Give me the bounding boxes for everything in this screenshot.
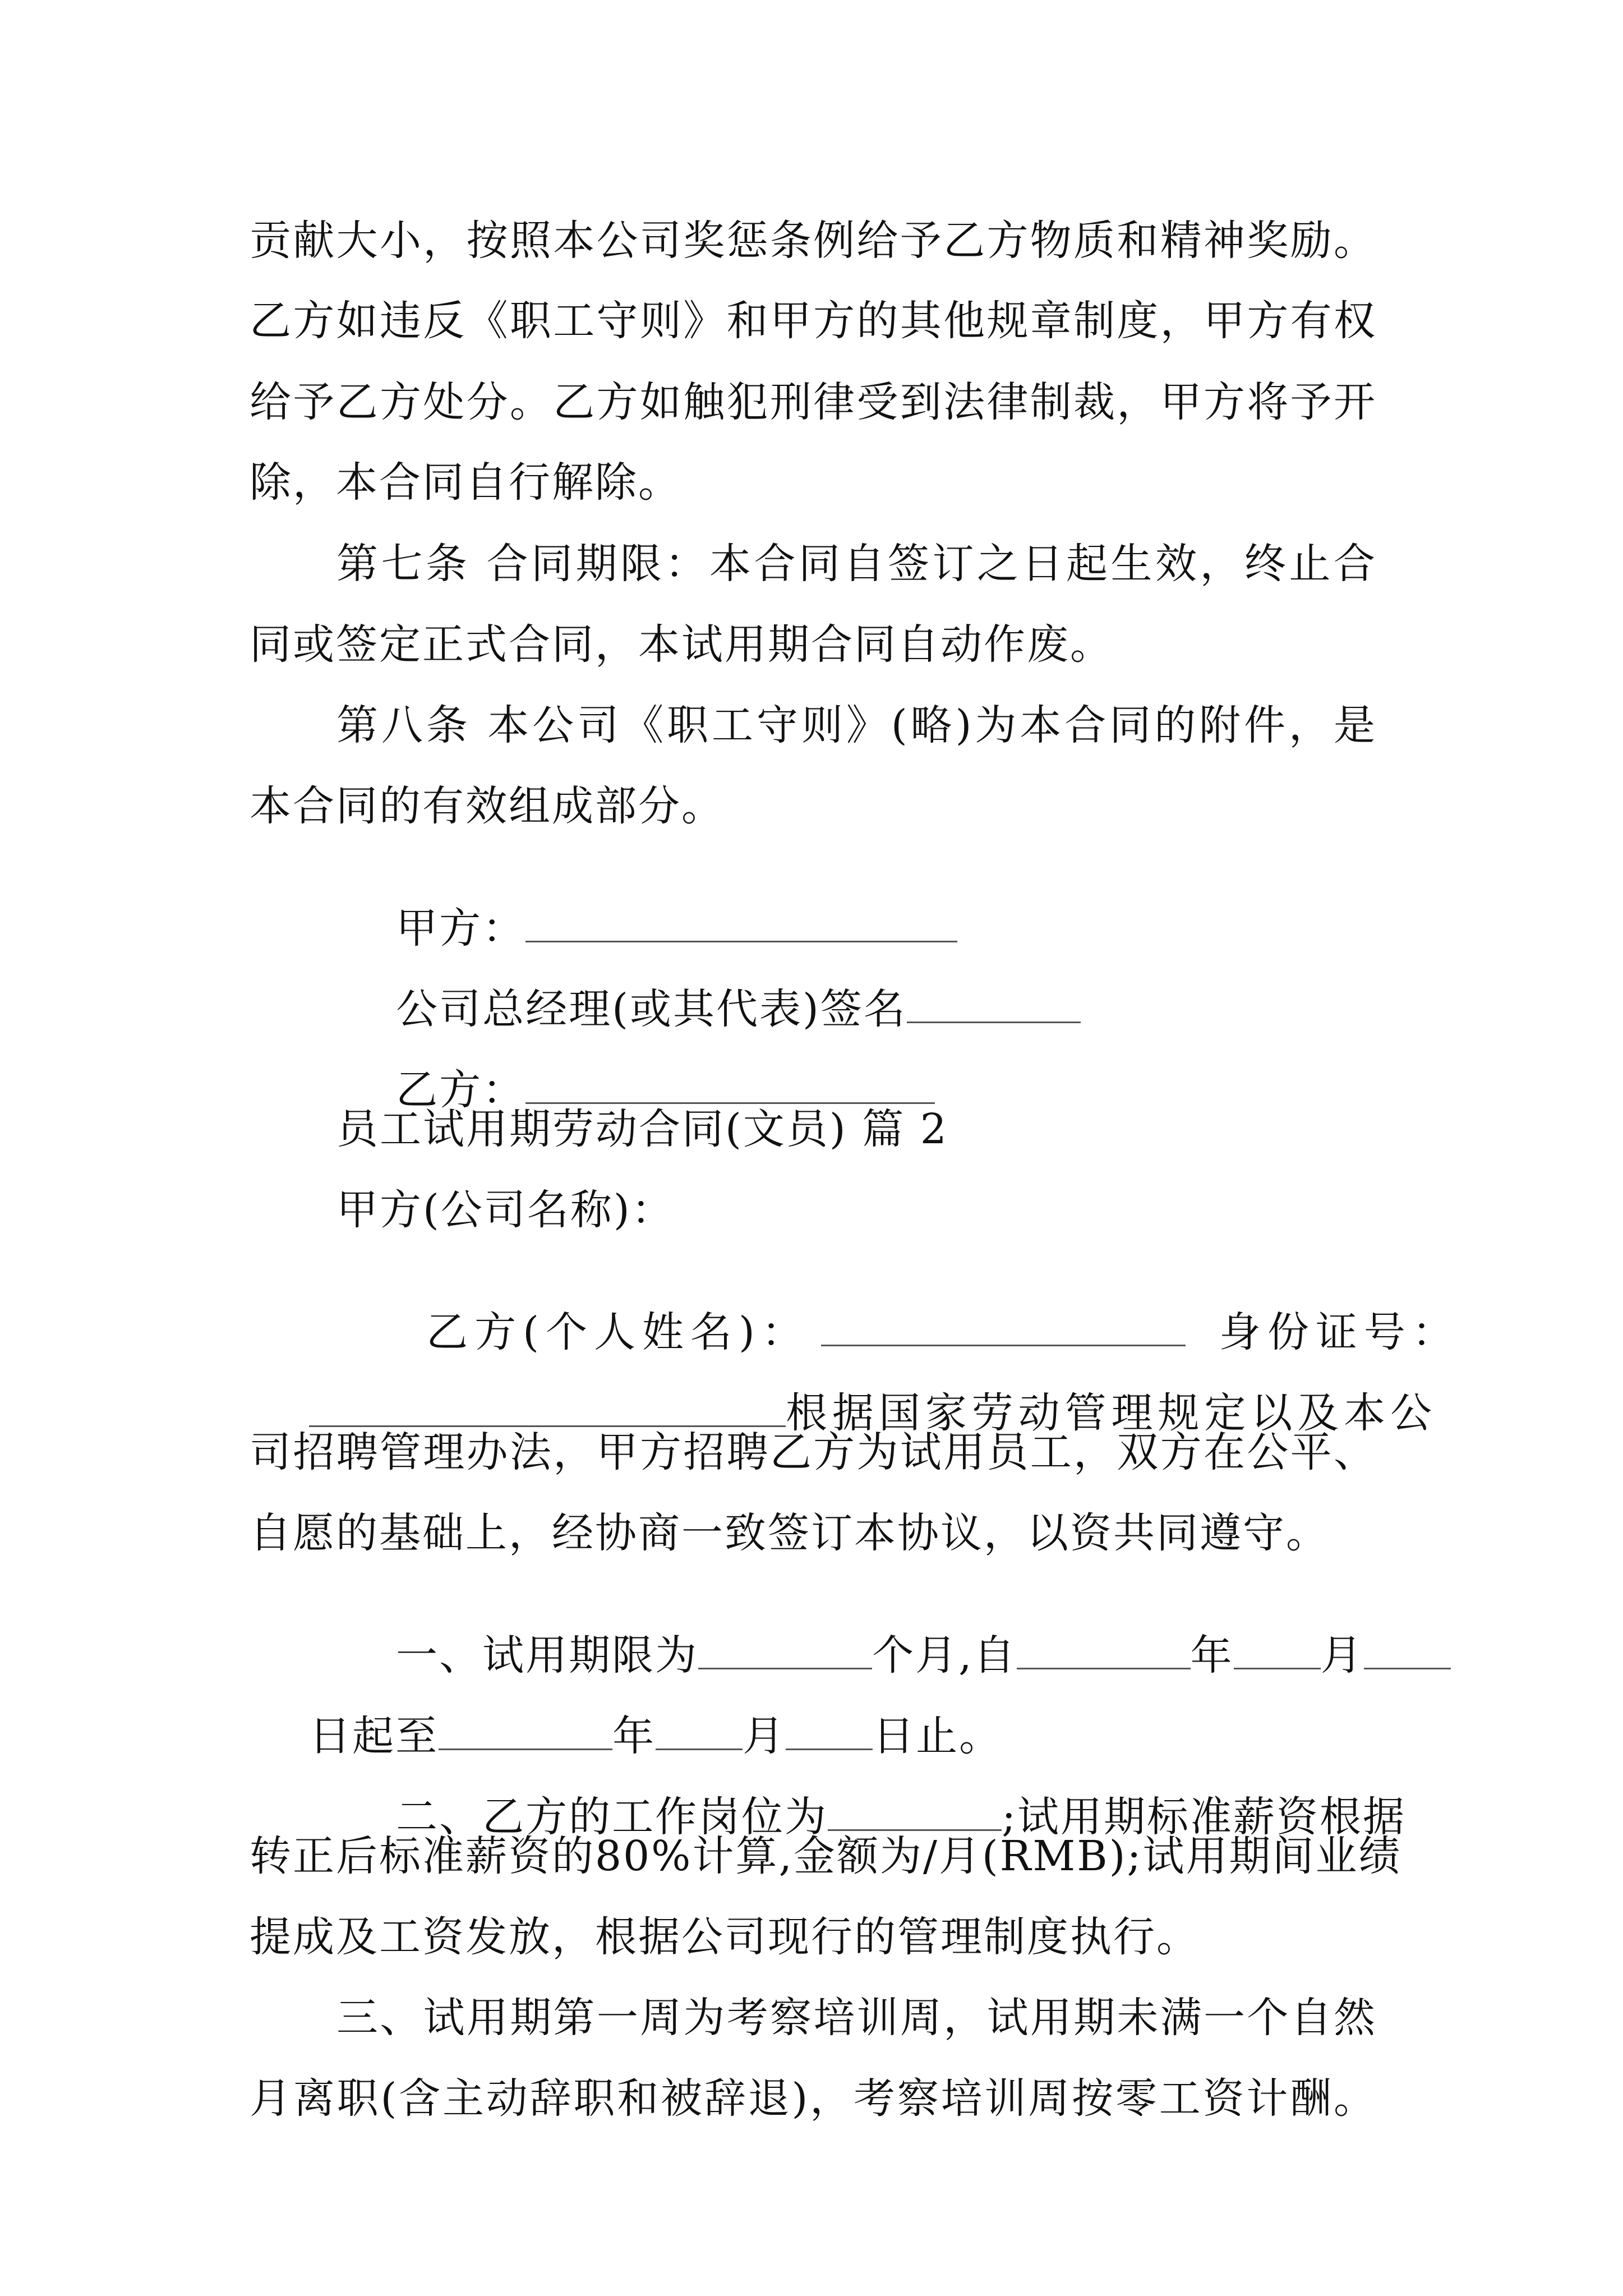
salary-basis-label: ;试用期标准薪资根据 (1002, 1793, 1407, 1841)
text-line: 贡献大小，按照本公司奖惩条例给予乙方物质和精神奖励。 (250, 217, 1377, 265)
personal-name-label: 乙方(个人姓名)： (426, 1308, 810, 1356)
end-label: 日止。 (873, 1712, 1003, 1760)
months-from-label: 个月,自 (872, 1631, 1017, 1680)
company-name-label: 甲方(公司名称)： (336, 1186, 675, 1234)
article-3-line-1: 三、试用期第一周为考察培训周，试用期未满一个自然 (336, 1994, 1377, 2042)
party-a-label: 甲方： (396, 904, 526, 953)
text-line: 提成及工资发放，根据公司现行的管理制度执行。 (250, 1913, 1200, 1961)
article-3-line-2: 月离职(含主动辞职和被辞退)，考察培训周按零工资计酬。 (250, 2074, 1377, 2123)
start-year-blank[interactable] (1017, 1635, 1191, 1669)
article-8-line-1: 第八条 本公司《职工守则》(略)为本合同的附件，是 (336, 701, 1377, 749)
text-line: 乙方如违反《职工守则》和甲方的其他规章制度，甲方有权 (250, 297, 1377, 345)
party-a-blank[interactable] (525, 908, 957, 942)
position-label: 二、乙方的工作岗位为 (396, 1793, 828, 1841)
start-month-blank[interactable] (1234, 1635, 1321, 1669)
text-line: 给予乙方处分。乙方如触犯刑律受到法律制裁，甲方将予开 (250, 378, 1377, 426)
article-7-line-2: 同或签定正式合同，本试用期合同自动作废。 (250, 620, 1113, 669)
id-number-blank[interactable] (309, 1393, 786, 1427)
months-blank[interactable] (698, 1635, 872, 1669)
end-day-blank[interactable] (786, 1716, 873, 1750)
start-day-blank[interactable] (1364, 1635, 1451, 1669)
end-year-blank[interactable] (439, 1716, 612, 1750)
year-label: 年 (1190, 1631, 1234, 1680)
text-line: 转正后标准薪资的80%计算,金额为/月(RMB);试用期间业绩 (250, 1832, 1402, 1880)
position-blank[interactable] (828, 1797, 1002, 1831)
year-label: 年 (612, 1712, 656, 1760)
end-month-blank[interactable] (656, 1716, 743, 1750)
id-number-label: 身份证号： (1219, 1308, 1460, 1356)
text-line: 司招聘管理办法，甲方招聘乙方为试用员工，双方在公平、 (250, 1428, 1377, 1476)
article-8-line-2: 本合同的有效组成部分。 (250, 782, 725, 830)
until-label: 日起至 (309, 1712, 439, 1760)
month-label: 月 (743, 1712, 786, 1760)
section-title: 员工试用期劳动合同(文员) 篇 2 (336, 1105, 948, 1153)
party-b-label: 乙方： (396, 1066, 526, 1114)
text-line: 自愿的基础上，经协商一致签订本协议，以资共同遵守。 (250, 1509, 1329, 1557)
text-line: 除，本合同自行解除。 (250, 458, 681, 507)
id-line-text: 根据国家劳动管理规定以及本公 (786, 1389, 1434, 1437)
manager-signature-label: 公司总经理(或其代表)签名 (396, 985, 907, 1033)
article-7-line-1: 第七条 合同期限：本合同自签订之日起生效，终止合 (336, 540, 1377, 588)
month-label: 月 (1320, 1631, 1364, 1680)
trial-period-label: 一、试用期限为 (396, 1631, 699, 1680)
personal-name-blank[interactable] (821, 1312, 1186, 1346)
manager-signature-blank[interactable] (907, 989, 1081, 1023)
party-b-blank[interactable] (525, 1070, 935, 1104)
